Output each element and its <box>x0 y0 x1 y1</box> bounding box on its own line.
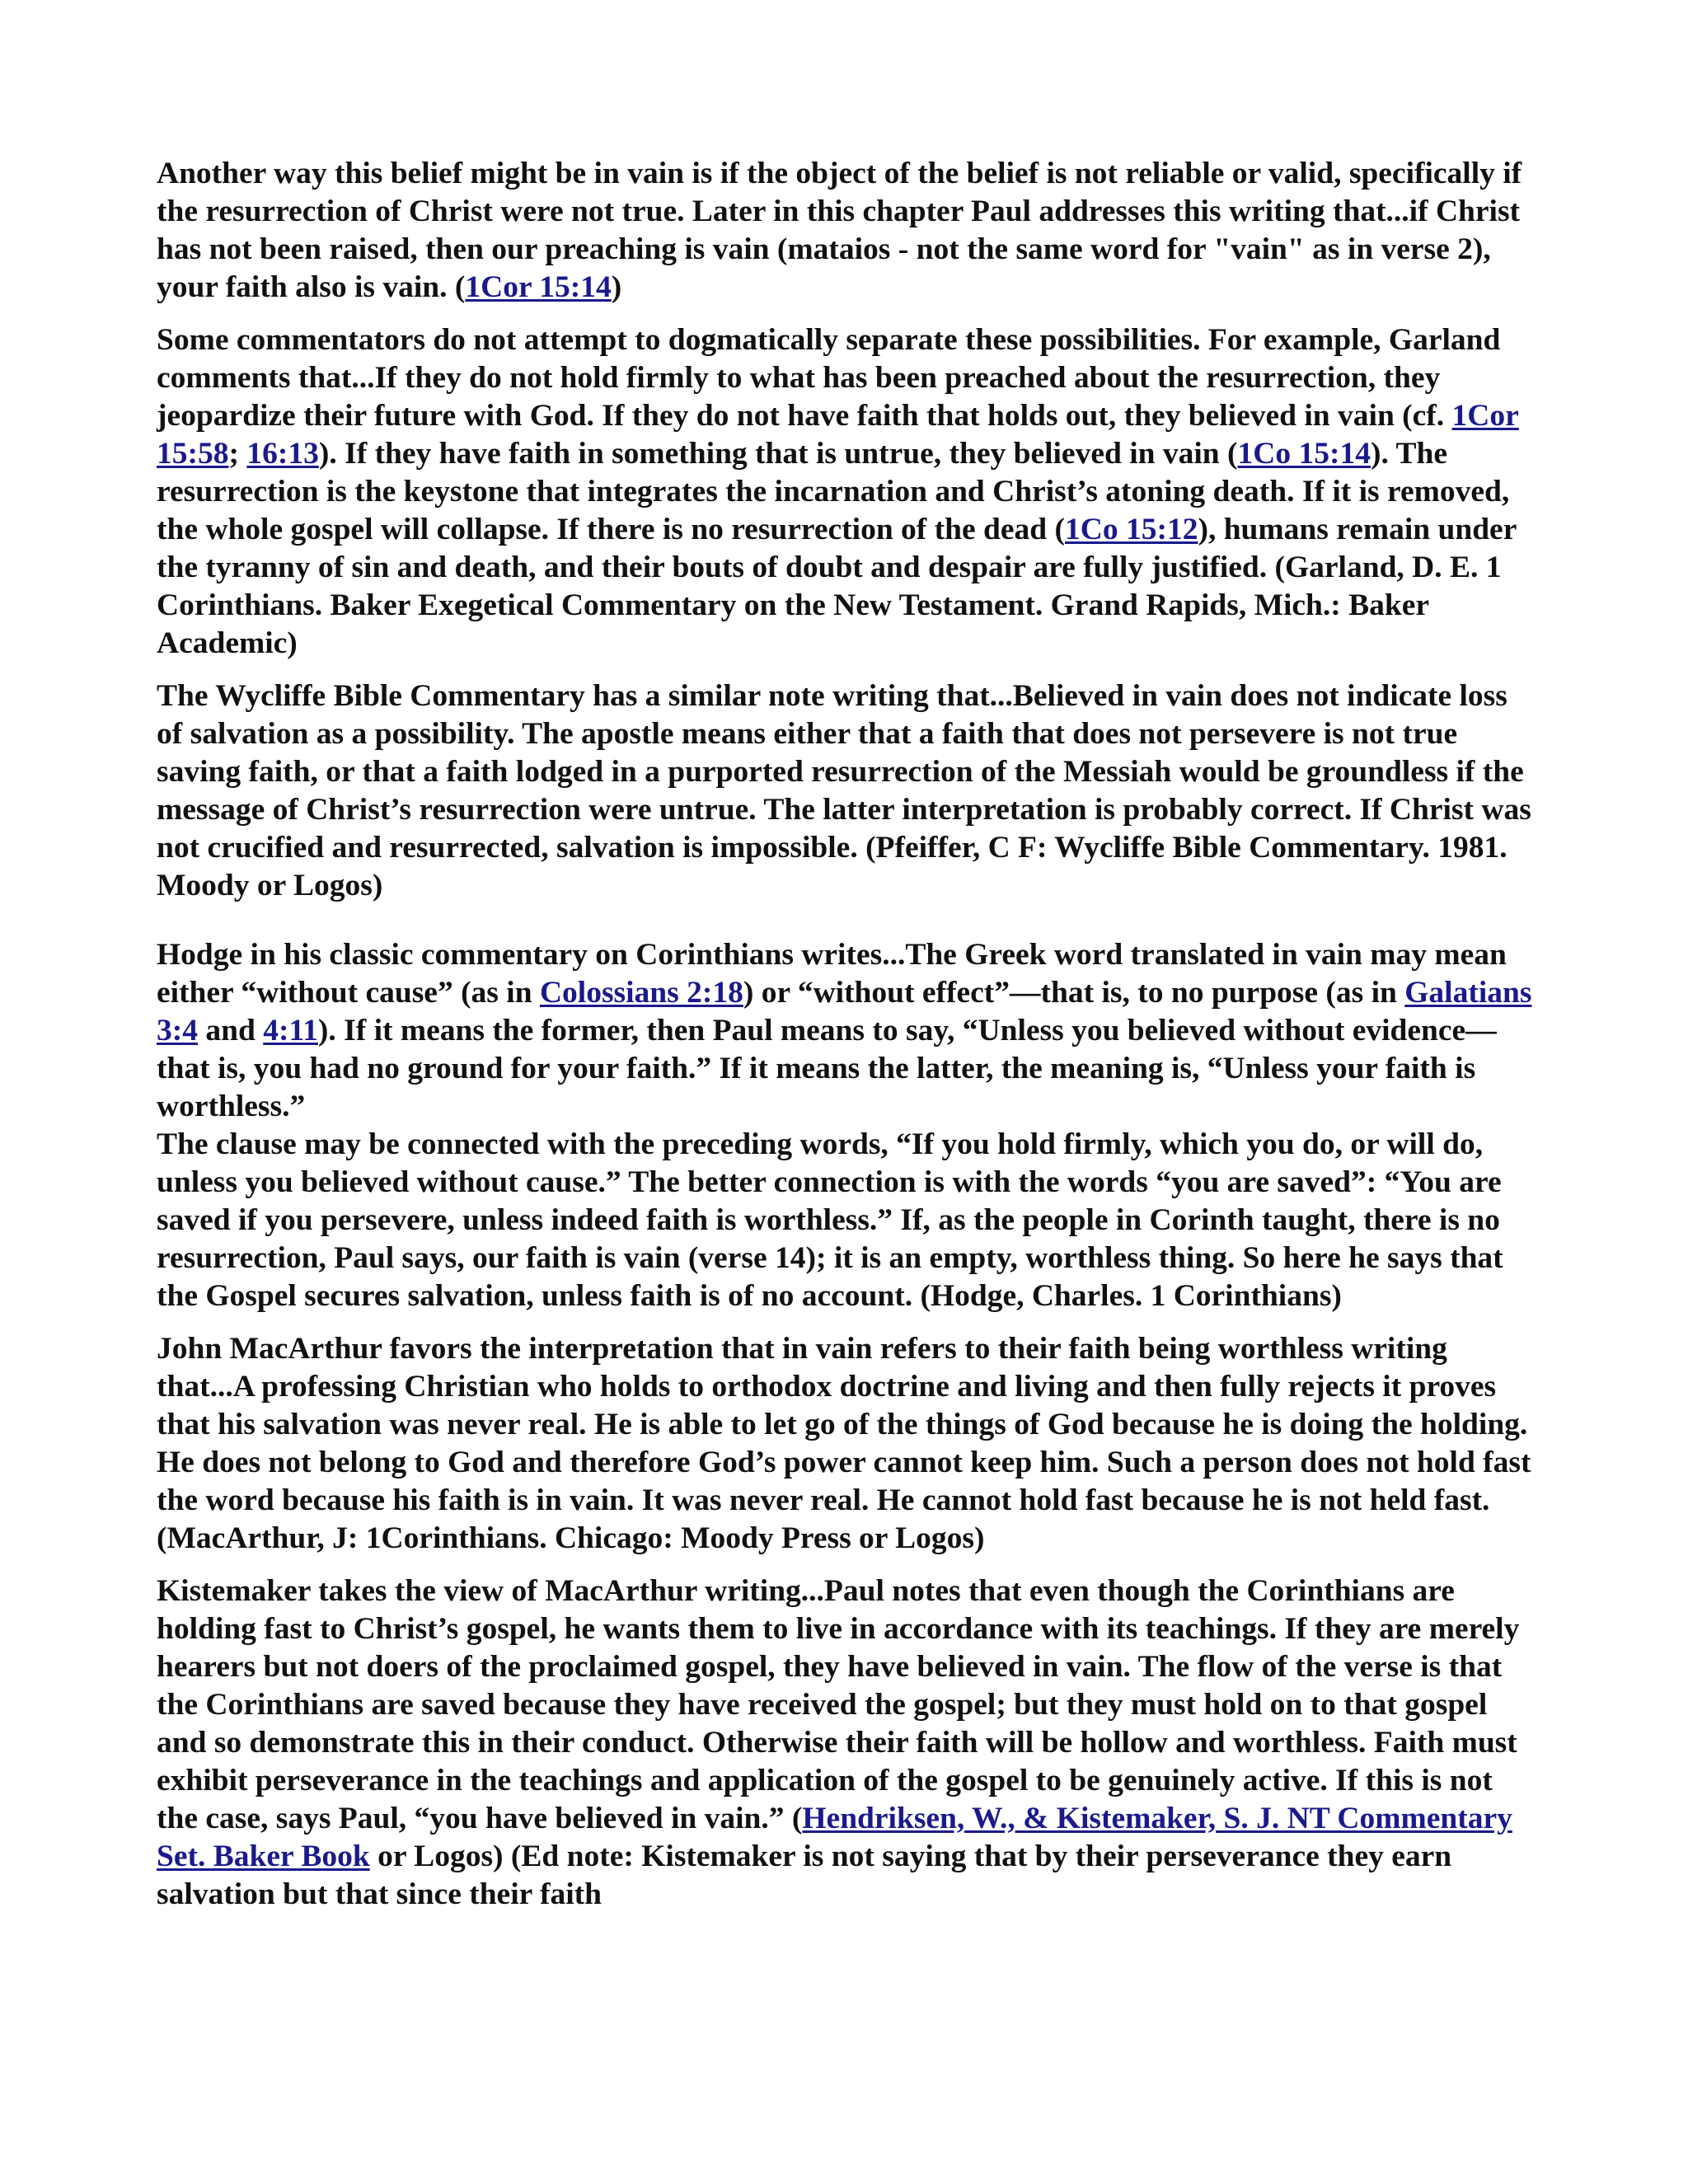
paragraph-text: ). If they have faith in something that is untrue, they believed in vain ( <box>318 437 1238 471</box>
paragraph-text: ). If it means the former, then Paul means to say, “Unless you believed without evidence—that is, you had no ground for your faith.” If it means the latter, the meaning is, “Unless your faith is worthless.” <box>157 1014 1497 1123</box>
paragraph-text: Hodge in his classic commentary on Corinthians writes...The Greek word translated in vain may mean either “without cause” (as in <box>157 938 1507 1010</box>
paragraph-garland <box>157 321 1535 663</box>
paragraph-text: ) or “without effect”—that is, to no purpose (as in <box>743 976 1405 1010</box>
paragraph-text: or Logos) (Ed note: Kistemaker is not saying that by their perseverance they earn salvation but that since their faith <box>157 1840 1452 1911</box>
paragraph-text: ). The resurrection is the keystone that integrates the incarnation and Christ’s atoning death. If it is removed, the whole gospel will collapse. If there is no resurrection of the dead ( <box>157 437 1510 546</box>
paragraph-text: The Wycliffe Bible Commentary has a similar note writing that...Believed in vain does not indicate loss of salvation as a possibility. The apostle means either that a faith that does not persevere is not true saving faith, or that a faith lodged in a purported resurrection of the Messiah would be groundless if the message of Christ’s resurrection were untrue. The latter interpretation is probably correct. If Christ was not crucified and resurrected, salvation is impossible. (Pfeiffer, C F: Wycliffe Bible Commentary. 1981. Moody or Logos) <box>157 679 1531 902</box>
link-galatians-3-4[interactable]: Galatians 3:4 <box>157 976 1532 1047</box>
paragraph-text: John MacArthur favors the interpretation that in vain refers to their faith being worthless writing that...A professing Christian who holds to orthodox doctrine and living and then fully rejects it proves that his salvation was never real. He is able to let go of the things of God because he is doing the holding. He does not belong to God and therefore God’s power cannot keep him. Such a person does not hold fast the word because his faith is in vain. It was never real. He cannot hold fast because he is not held fast. (MacArthur, J: 1Corinthians. Chicago: Moody Press or Logos) <box>157 1332 1531 1555</box>
link-colossians-2-18[interactable]: Colossians 2:18 <box>539 976 743 1010</box>
link-16-13[interactable]: 16:13 <box>246 437 319 471</box>
link-1co-15-12[interactable]: 1Co 15:12 <box>1065 513 1198 546</box>
paragraph-text: ; <box>228 437 247 471</box>
paragraph-hodge-clause <box>157 1126 1535 1315</box>
link-1co-15-14[interactable]: 1Co 15:14 <box>1237 437 1371 471</box>
link-4-11[interactable]: 4:11 <box>263 1014 318 1047</box>
link-1cor-15-14[interactable]: 1Cor 15:14 <box>465 270 612 304</box>
paragraph-wycliffe <box>157 677 1535 905</box>
paragraph-text: The clause may be connected with the preceding words, “If you hold firmly, which you do, or will do, unless you believed without cause.” The better connection is with the words “you are saved”: “You are saved if you persevere, unless indeed faith is worthless.” If, as the people in Corinth taught, there is no resurrection, Paul says, our faith is vain (verse 14); it is an empty, worthless thing. So here he says that the Gospel secures salvation, unless faith is of no account. (Hodge, Charles. 1 Corinthians) <box>157 1127 1503 1313</box>
paragraph-text: ) <box>611 270 622 304</box>
link-hendriksen-kistemaker[interactable]: Hendriksen, W., & Kistemaker, S. J. NT Commentary Set. Baker Book <box>157 1802 1512 1873</box>
link-1cor-15-58[interactable]: 1Cor 15:58 <box>157 399 1519 471</box>
paragraph-vain-object <box>157 155 1535 307</box>
paragraph-text: ), humans remain under the tyranny of sin and death, and their bouts of doubt and despair are fully justified. (Garland, D. E. 1 Corinthians. Baker Exegetical Commentary on the New Testament. Grand Rapids, Mich.: Baker Academic) <box>157 513 1517 660</box>
paragraph-text: Some commentators do not attempt to dogmatically separate these possibilities. For example, Garland comments that...If they do not hold firmly to what has been preached about the resurrection, they jeopardize their future with God. If they do not have faith that holds out, they believed in vain (cf. <box>157 323 1501 433</box>
paragraph-macarthur <box>157 1330 1535 1558</box>
paragraph-text: Kistemaker takes the view of MacArthur writing...Paul notes that even though the Corinthians are holding fast to Christ’s gospel, he wants them to live in accordance with its teachings. If they are merely hearers but not doers of the proclaimed gospel, they have believed in vain. The flow of the verse is that the Corinthians are saved because they have received the gospel; but they must hold on to that gospel and so demonstrate this in their conduct. Otherwise their faith will be hollow and worthless. Faith must exhibit perseverance in the teachings and application of the gospel to be genuinely active. If this is not the case, says Paul, “you have believed in vain.” ( <box>157 1574 1520 1835</box>
document-page <box>157 155 1535 1929</box>
paragraph-kistemaker <box>157 1572 1535 1914</box>
paragraph-hodge <box>157 936 1535 1126</box>
paragraph-text: Another way this belief might be in vain is if the object of the belief is not reliable or valid, specifically if the resurrection of Christ were not true. Later in this chapter Paul addresses this writing that...if Christ has not been raised, then our preaching is vain (mataios - not the same word for "vain" as in verse 2), your faith also is vain. ( <box>157 157 1522 304</box>
paragraph-text: and <box>198 1014 264 1047</box>
